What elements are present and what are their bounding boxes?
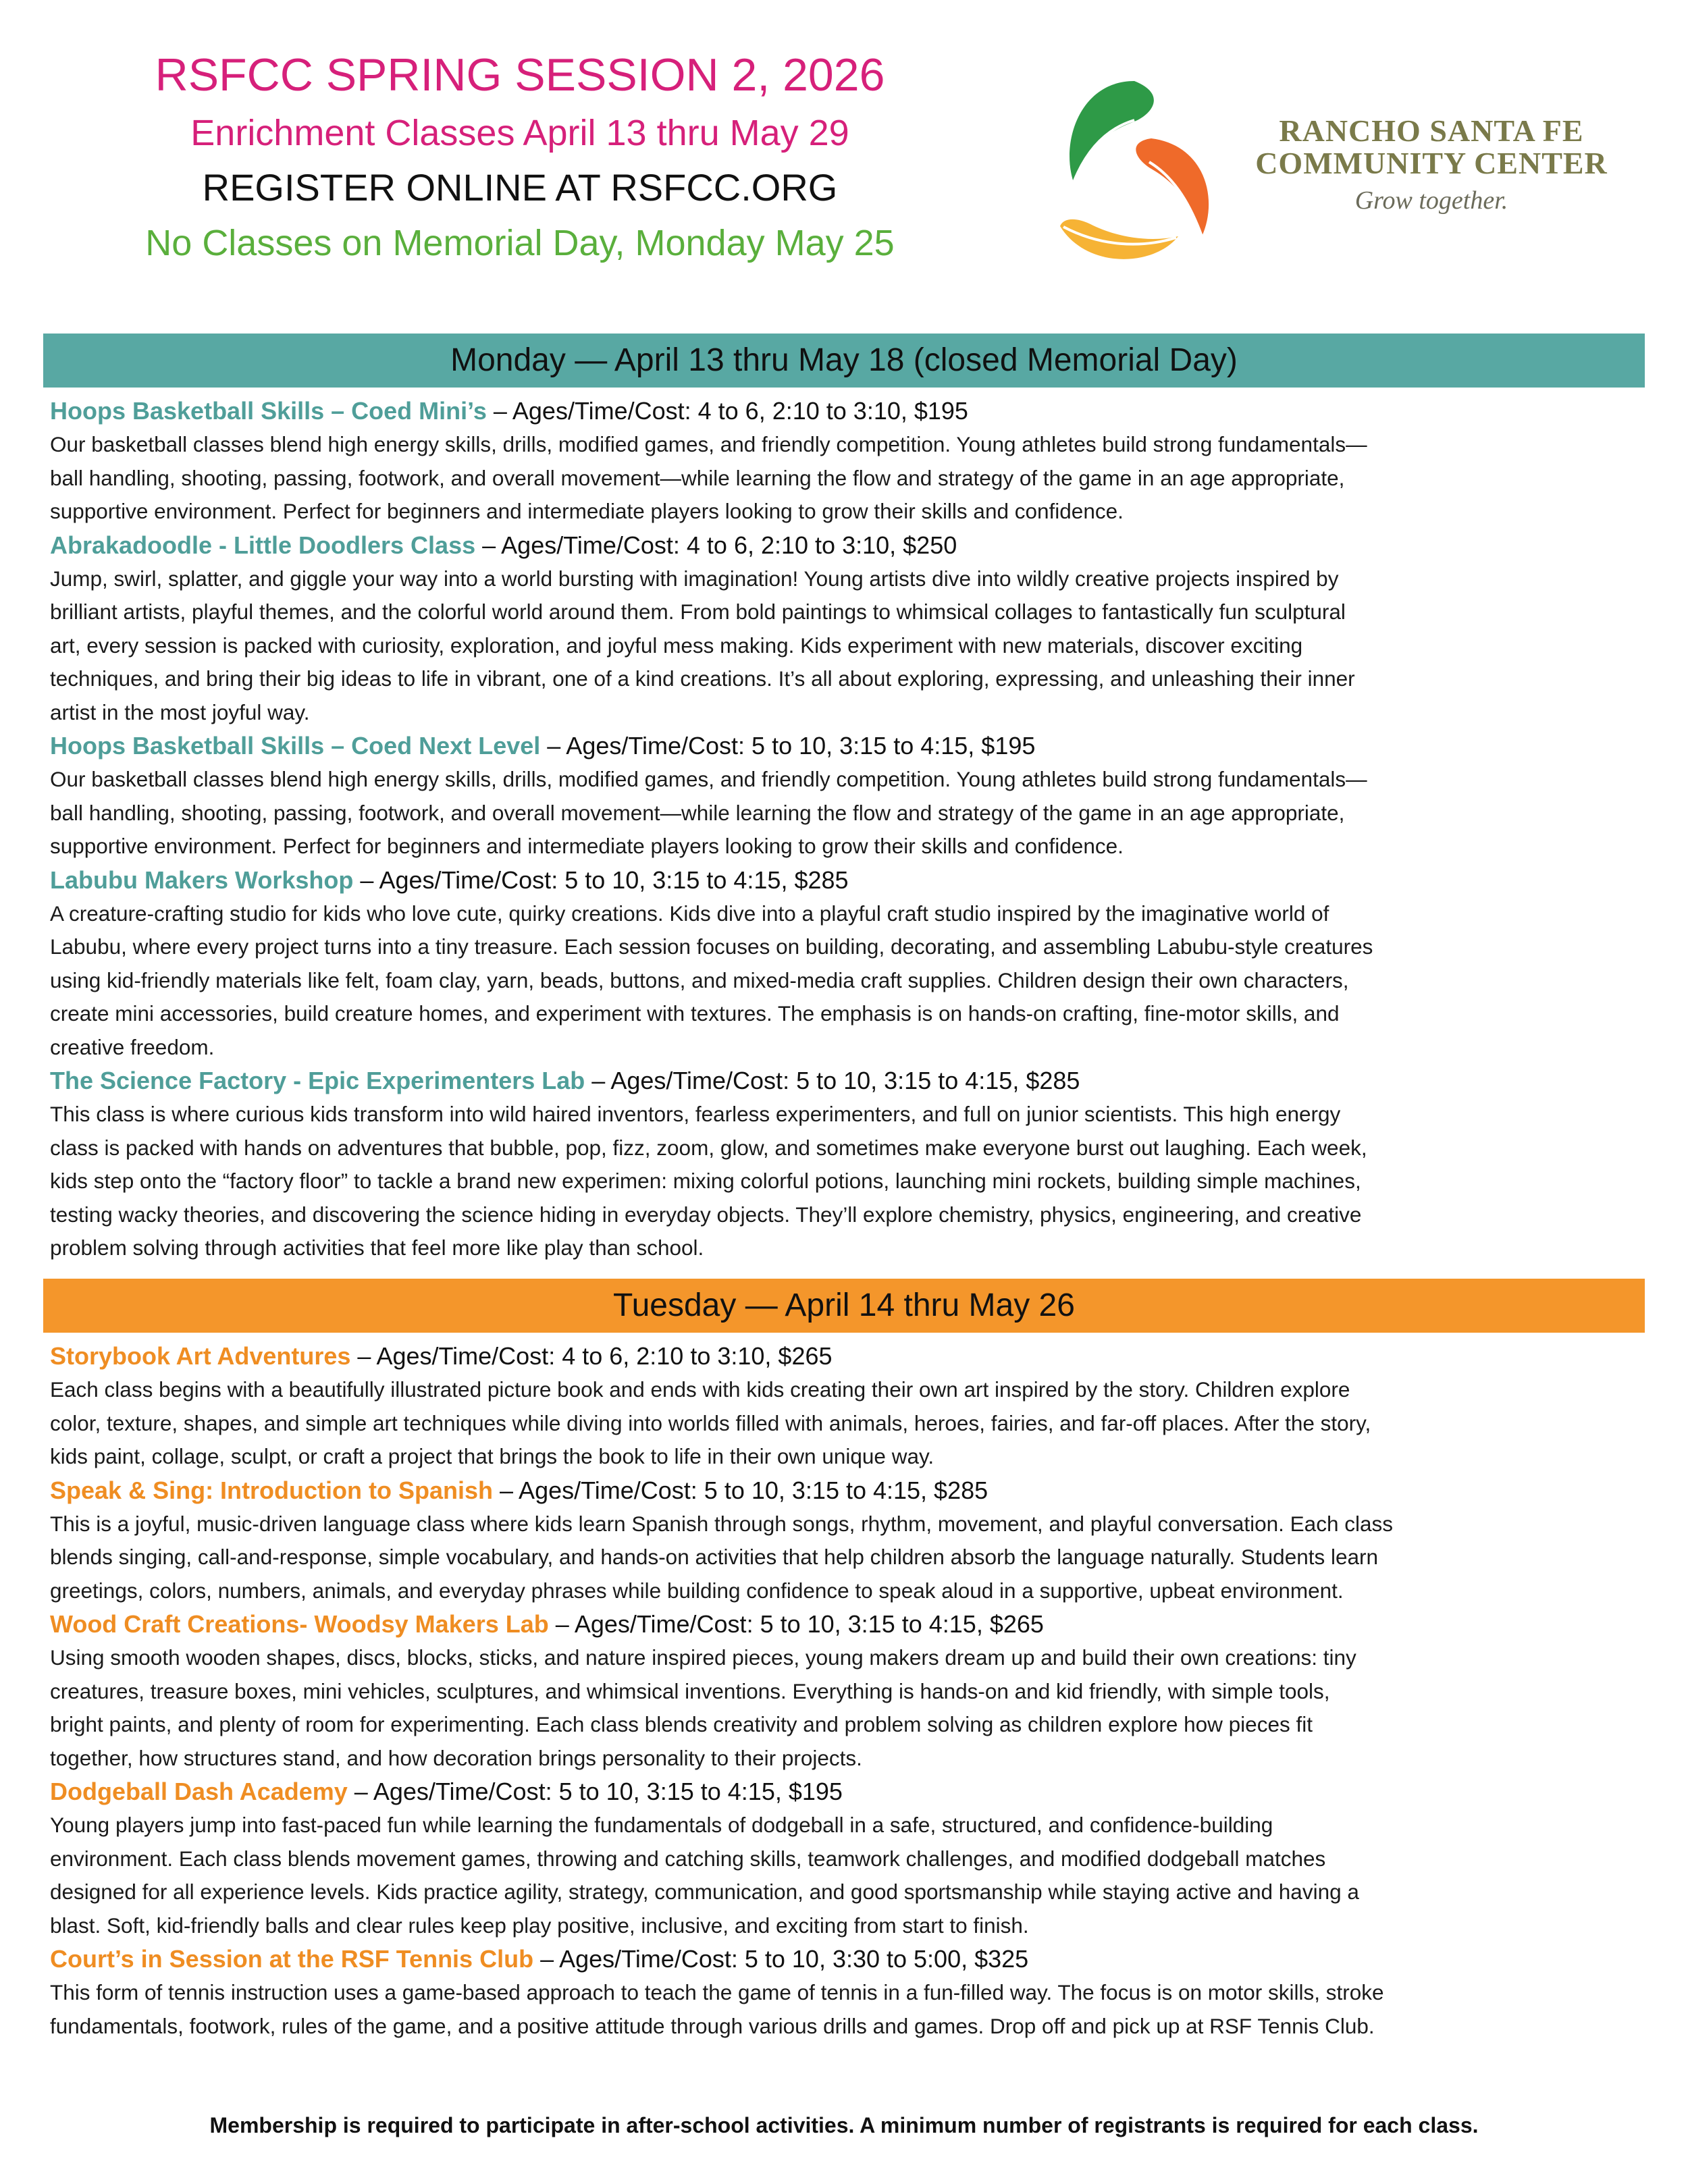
description-line: creatures, treasure boxes, mini vehicles, sculptures, and whimsical inventions. Everything is hands-on and kid friendly, with simple tools,: [50, 1678, 1330, 1703]
class-details: – Ages/Time/Cost: 5 to 10, 3:15 to 4:15, $265: [548, 1610, 1044, 1638]
class-title: The Science Factory - Epic Experimenters Lab: [50, 1067, 585, 1094]
class-details: – Ages/Time/Cost: 5 to 10, 3:30 to 5:00, $325: [533, 1945, 1029, 1973]
description-line: Our basketball classes blend high energy skills, drills, modified games, and friendly competition. Young athletes build strong fundamentals—: [50, 767, 1367, 791]
class-header: [50, 729, 1643, 763]
description-line: together, how structures stand, and how decoration brings personality to their projects.: [50, 1745, 862, 1770]
session-title: RSFCC SPRING SESSION 2, 2026: [155, 49, 885, 101]
class-details: – Ages/Time/Cost: 5 to 10, 3:15 to 4:15, $195: [347, 1778, 843, 1805]
class-title: Storybook Art Adventures: [50, 1342, 351, 1370]
class-title: Wood Craft Creations- Woodsy Makers Lab: [50, 1610, 549, 1638]
class-description: [50, 1508, 1643, 1608]
description-line: bright paints, and plenty of room for experimenting. Each class blends creativity and problem solving as children explore how pieces fit: [50, 1712, 1313, 1736]
description-line: artist in the most joyful way.: [50, 699, 310, 724]
class-entry: [50, 729, 1643, 863]
session-dates: Enrichment Classes April 13 thru May 29: [190, 113, 849, 154]
monday-banner: Monday — April 13 thru May 18 (closed Memorial Day): [43, 334, 1645, 388]
holiday-notice: No Classes on Memorial Day, Monday May 25: [145, 222, 895, 263]
class-description: [50, 1098, 1643, 1265]
leaves-icon: [1033, 68, 1236, 270]
description-line: color, texture, shapes, and simple art techniques while diving into worlds filled with animals, heroes, fairies, and far-off places. After the story,: [50, 1410, 1371, 1435]
class-entry: [50, 394, 1643, 529]
description-line: testing wacky theories, and discovering the science hiding in everyday objects. They’ll explore chemistry, physics, engineering, and creative: [50, 1202, 1362, 1227]
logo-name-line1: RANCHO SANTA FE: [1279, 113, 1584, 148]
class-title: Hoops Basketball Skills – Coed Next Level: [50, 732, 541, 760]
class-header: [50, 863, 1643, 897]
class-header: [50, 394, 1643, 428]
description-line: A creature-crafting studio for kids who love cute, quirky creations. Kids dive into a playful craft studio inspired by the imaginative world of: [50, 901, 1329, 926]
description-line: creative freedom.: [50, 1034, 215, 1059]
class-title: Dodgeball Dash Academy: [50, 1778, 348, 1805]
page-header: [0, 0, 1688, 317]
class-details: – Ages/Time/Cost: 4 to 6, 2:10 to 3:10, $265: [350, 1342, 833, 1370]
description-line: fundamentals, footwork, rules of the game, and a positive attitude through various drills and games. Drop off and pick up at RSF Tennis Club.: [50, 2013, 1375, 2038]
class-header: [50, 1942, 1643, 1976]
class-description: [50, 428, 1643, 529]
description-line: ball handling, shooting, passing, footwork, and overall movement—while learning the flow and strategy of the game in an age appropriate,: [50, 465, 1345, 490]
description-line: Each class begins with a beautifully illustrated picture book and ends with kids creating their own art inspired by the story. Children explore: [50, 1377, 1350, 1402]
description-line: This form of tennis instruction uses a game-based approach to teach the game of tennis in a fun-filled way. The focus is on motor skills, stroke: [50, 1980, 1384, 2004]
class-description: [50, 1641, 1643, 1775]
class-description: [50, 763, 1643, 863]
description-line: ball handling, shooting, passing, footwork, and overall movement—while learning the flow and strategy of the game in an age appropriate,: [50, 800, 1345, 825]
description-line: Young players jump into fast-paced fun while learning the fundamentals of dodgeball in a safe, structured, and confidence-building: [50, 1813, 1273, 1837]
class-details: – Ages/Time/Cost: 4 to 6, 2:10 to 3:10, $195: [486, 397, 968, 425]
class-description: [50, 562, 1643, 730]
description-line: Jump, swirl, splatter, and giggle your way into a world bursting with imagination! Young artists dive into wildly creative projects inspired by: [50, 566, 1339, 591]
description-line: supportive environment. Perfect for beginners and intermediate players looking to grow their skills and confidence.: [50, 499, 1124, 523]
logo-wordmark: [1242, 115, 1620, 215]
description-line: This class is where curious kids transform into wild haired inventors, fearless experimenters, and full on junior scientists. This high energy: [50, 1102, 1341, 1126]
description-line: create mini accessories, build creature homes, and experiment with textures. The emphasis is on hands-on crafting, fine-motor skills, and: [50, 1001, 1340, 1026]
class-details: – Ages/Time/Cost: 4 to 6, 2:10 to 3:10, $250: [475, 531, 957, 559]
class-details: – Ages/Time/Cost: 5 to 10, 3:15 to 4:15, $195: [540, 732, 1036, 760]
description-line: Labubu, where every project turns into a tiny treasure. Each session focuses on building, decorating, and assembling Labubu-style creatures: [50, 934, 1373, 959]
description-line: blast. Soft, kid-friendly balls and clear rules keep play positive, inclusive, and exciting from start to finish.: [50, 1913, 1029, 1938]
class-header: [50, 529, 1643, 562]
membership-note: Membership is required to participate in after-school activities. A minimum number of registrants is required for each class.: [209, 2113, 1479, 2137]
description-line: problem solving through activities that feel more like play than school.: [50, 1235, 704, 1260]
class-entry: [50, 863, 1643, 1065]
class-entry: [50, 1474, 1643, 1608]
class-header: [50, 1607, 1643, 1641]
tuesday-banner: Tuesday — April 14 thru May 26: [43, 1279, 1645, 1333]
description-line: art, every session is packed with curiosity, exploration, and joyful mess making. Kids experiment with new materials, discover exciting: [50, 633, 1303, 658]
logo-name-line2: COMMUNITY CENTER: [1255, 146, 1608, 181]
class-title: Hoops Basketball Skills – Coed Mini’s: [50, 397, 487, 425]
class-header: [50, 1474, 1643, 1508]
class-title: Labubu Makers Workshop: [50, 865, 354, 894]
tuesday-class-list: [50, 1339, 1643, 2043]
description-line: This is a joyful, music-driven language class where kids learn Spanish through songs, rhythm, movement, and playful conversation. Each class: [50, 1511, 1393, 1536]
class-entry: [50, 1339, 1643, 1474]
class-title: Abrakadoodle - Little Doodlers Class: [50, 531, 476, 559]
description-line: Using smooth wooden shapes, discs, blocks, sticks, and nature inspired pieces, young makers dream up and build their own creations: tiny: [50, 1645, 1356, 1670]
class-description: [50, 1809, 1643, 1942]
class-description: [50, 897, 1643, 1065]
class-title: Speak & Sing: Introduction to Spanish: [50, 1476, 494, 1504]
class-description: [50, 1373, 1643, 1474]
class-details: – Ages/Time/Cost: 5 to 10, 3:15 to 4:15, $285: [585, 1067, 1080, 1094]
class-header: [50, 1775, 1643, 1809]
class-entry: [50, 1607, 1643, 1775]
rsfcc-logo: [1033, 68, 1627, 270]
description-line: brilliant artists, playful themes, and the colorful world around them. From bold paintings to whimsical collages to fantastically fun sculptural: [50, 600, 1346, 624]
description-line: supportive environment. Perfect for beginners and intermediate players looking to grow their skills and confidence.: [50, 834, 1124, 858]
class-entry: [50, 529, 1643, 730]
session-info: [81, 49, 959, 264]
class-details: – Ages/Time/Cost: 5 to 10, 3:15 to 4:15, $285: [493, 1476, 988, 1504]
class-entry: [50, 1775, 1643, 1942]
class-header: [50, 1064, 1643, 1098]
description-line: Our basketball classes blend high energy skills, drills, modified games, and friendly competition. Young athletes build strong fundamentals—: [50, 432, 1367, 456]
description-line: kids paint, collage, sculpt, or craft a project that brings the book to life in their own unique way.: [50, 1444, 934, 1468]
class-details: – Ages/Time/Cost: 5 to 10, 3:15 to 4:15, $285: [353, 865, 849, 894]
description-line: class is packed with hands on adventures that bubble, pop, fizz, zoom, glow, and sometimes make everyone burst out laughing. Each week,: [50, 1135, 1367, 1160]
description-line: blends singing, call-and-response, simple vocabulary, and hands-on activities that help children absorb the language naturally. Students learn: [50, 1545, 1379, 1569]
class-entry: [50, 1942, 1643, 2043]
description-line: greetings, colors, numbers, animals, and everyday phrases while building confidence to speak aloud in a supportive, upbeat environment.: [50, 1578, 1344, 1603]
class-description: [50, 1976, 1643, 2043]
class-entry: [50, 1064, 1643, 1265]
logo-tagline: Grow together.: [1354, 186, 1508, 215]
register-online: REGISTER ONLINE AT RSFCC.ORG: [202, 166, 838, 209]
description-line: designed for all experience levels. Kids practice agility, strategy, communication, and good sportsmanship while staying active and having a: [50, 1880, 1359, 1904]
class-header: [50, 1339, 1643, 1373]
class-title: Court’s in Session at the RSF Tennis Club: [50, 1945, 534, 1973]
monday-class-list: [50, 394, 1643, 1265]
description-line: environment. Each class blends movement games, throwing and catching skills, teamwork challenges, and modified dodgeball matches: [50, 1846, 1326, 1871]
description-line: kids step onto the “factory floor” to tackle a brand new experimen: mixing colorful potions, launching mini rockets, building simple machines,: [50, 1169, 1361, 1193]
description-line: using kid-friendly materials like felt, foam clay, yarn, beads, buttons, and mixed-media craft supplies. Children design their own characters,: [50, 967, 1349, 992]
description-line: techniques, and bring their big ideas to life in vibrant, one of a kind creations. It’s all about exploring, expressing, and unleashing their inner: [50, 666, 1355, 691]
